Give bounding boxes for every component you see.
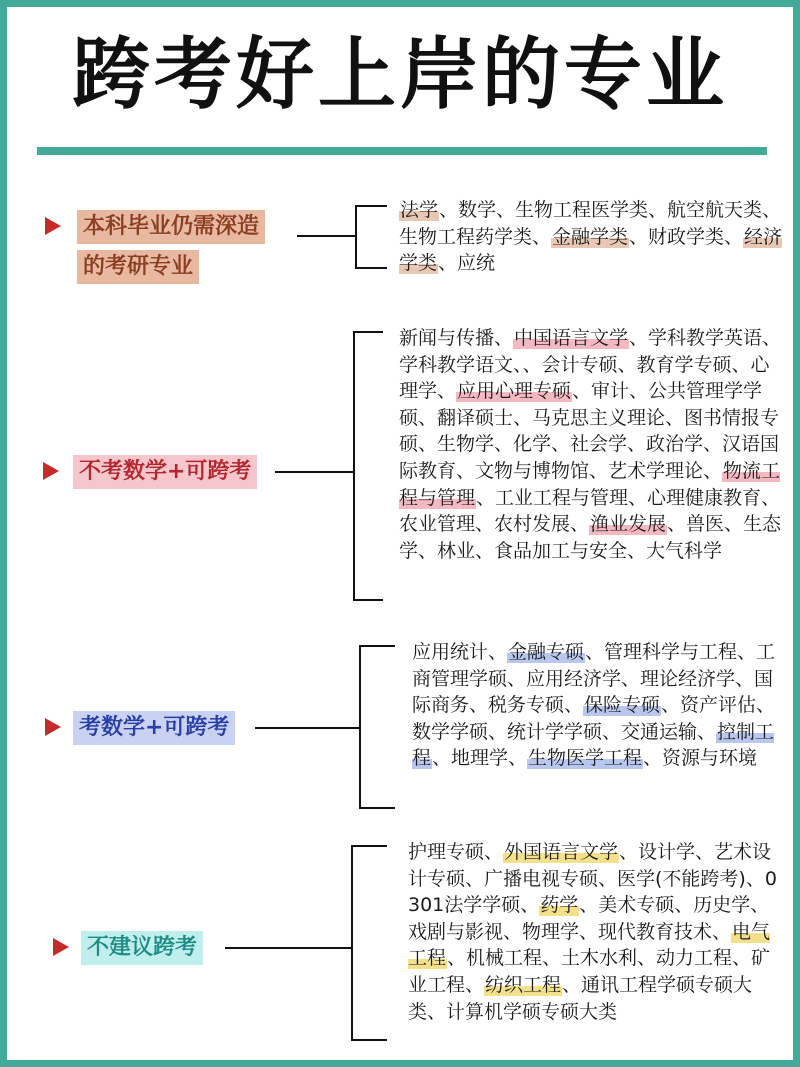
- highlighted-major: 经济学类: [399, 225, 783, 275]
- category-label-line: 不考数学+可跨考: [79, 459, 252, 484]
- major-list: [408, 839, 788, 1025]
- highlighted-major: 生物医学工程: [528, 747, 643, 770]
- major-text: 、管理科学与工程、工商管理学硕、应用经济学、理论经济学、国际商务、税务专硕、: [412, 641, 776, 717]
- highlighted-major: 药学: [540, 894, 579, 917]
- bracket: [355, 205, 387, 269]
- arrow-icon: [45, 217, 61, 235]
- highlighted-major: 应用心理专硕: [457, 380, 572, 403]
- connector-line: [255, 727, 359, 729]
- highlighted-major: 物流工程与管理: [399, 459, 781, 509]
- highlighted-major: 金融专硕: [508, 641, 585, 663]
- major-text: 、学科教学英语、学科教学语文、、会计专硕、教育学专硕、心理学、: [399, 327, 782, 403]
- major-list: [412, 639, 788, 772]
- major-text: 、工业工程与管理、心理健康教育、农业管理、农村发展、: [399, 486, 781, 536]
- highlighted-major: 金融学类: [552, 225, 629, 248]
- highlighted-major: 外国语言文学: [504, 841, 619, 863]
- major-text: 、地理学、: [432, 747, 528, 770]
- page-title: 跨考好上岸的专业: [71, 30, 728, 120]
- category-label-line: 考数学+可跨考: [79, 715, 230, 740]
- major-text: 、应统: [438, 252, 496, 275]
- highlighted-major: 电气工程: [408, 920, 771, 970]
- major-text: 、设计学、艺术设计专硕、广播电视专硕、医学(不能跨考)、0301法学学硕、: [408, 841, 777, 917]
- major-text: 、美术专硕、历史学、戏剧与影视、物理学、现代教育技术、: [408, 894, 770, 943]
- category-label-line: 的考研专业: [83, 254, 194, 279]
- highlighted-major: 纺织工程: [485, 973, 562, 996]
- category-label: [81, 931, 203, 965]
- connector-line: [297, 235, 355, 237]
- major-text: 护理专硕、: [408, 841, 504, 863]
- bracket: [359, 645, 395, 809]
- major-list: [399, 325, 787, 564]
- highlighted-major: 中国语言文学: [514, 327, 629, 349]
- arrow-icon: [45, 718, 61, 736]
- category-label-2: [77, 250, 199, 284]
- major-text: 、资产评估、数学学硕、统计学学硕、交通运输、: [412, 694, 776, 743]
- arrow-icon: [43, 462, 59, 480]
- category-label-line: 本科毕业仍需深造: [83, 214, 260, 239]
- category-label: [77, 210, 265, 244]
- category-label: [73, 711, 235, 745]
- highlighted-major: 控制工程: [412, 720, 775, 770]
- connector-line: [225, 947, 351, 949]
- major-text: 、财政学类、: [629, 225, 744, 248]
- major-text: 、通讯工程学硕专硕大类、计算机学硕专硕大类: [408, 973, 753, 1023]
- bracket: [351, 845, 387, 1041]
- highlighted-major: 渔业发展: [590, 513, 667, 536]
- bracket: [353, 331, 383, 601]
- major-list: [399, 197, 787, 277]
- arrow-icon: [53, 938, 69, 956]
- connector-line: [275, 471, 353, 473]
- category-label-line: 不建议跨考: [87, 935, 198, 960]
- title-underline: [37, 147, 767, 155]
- highlighted-major: 法学: [400, 199, 439, 221]
- major-text: 、机械工程、土木水利、动力工程、矿业工程、: [408, 947, 771, 996]
- major-text: 、审计、公共管理学学硕、翻译硕士、马克思主义理论、图书情报专硕、生物学、化学、社会学、政治学、汉语国际教育、文物与博物馆、艺术学理论、: [399, 380, 780, 482]
- major-text: 、兽医、生态学、林业、食品加工与安全、大气科学: [399, 513, 782, 562]
- highlighted-major: 保险专硕: [584, 694, 661, 717]
- major-text: 、资源与环境: [643, 747, 758, 770]
- major-text: 新闻与传播、: [399, 327, 514, 349]
- category-label: [73, 455, 257, 489]
- major-text: 应用统计、: [412, 641, 508, 663]
- major-text: 、数学、生物工程医学类、航空航天类、生物工程药学类、: [399, 199, 782, 248]
